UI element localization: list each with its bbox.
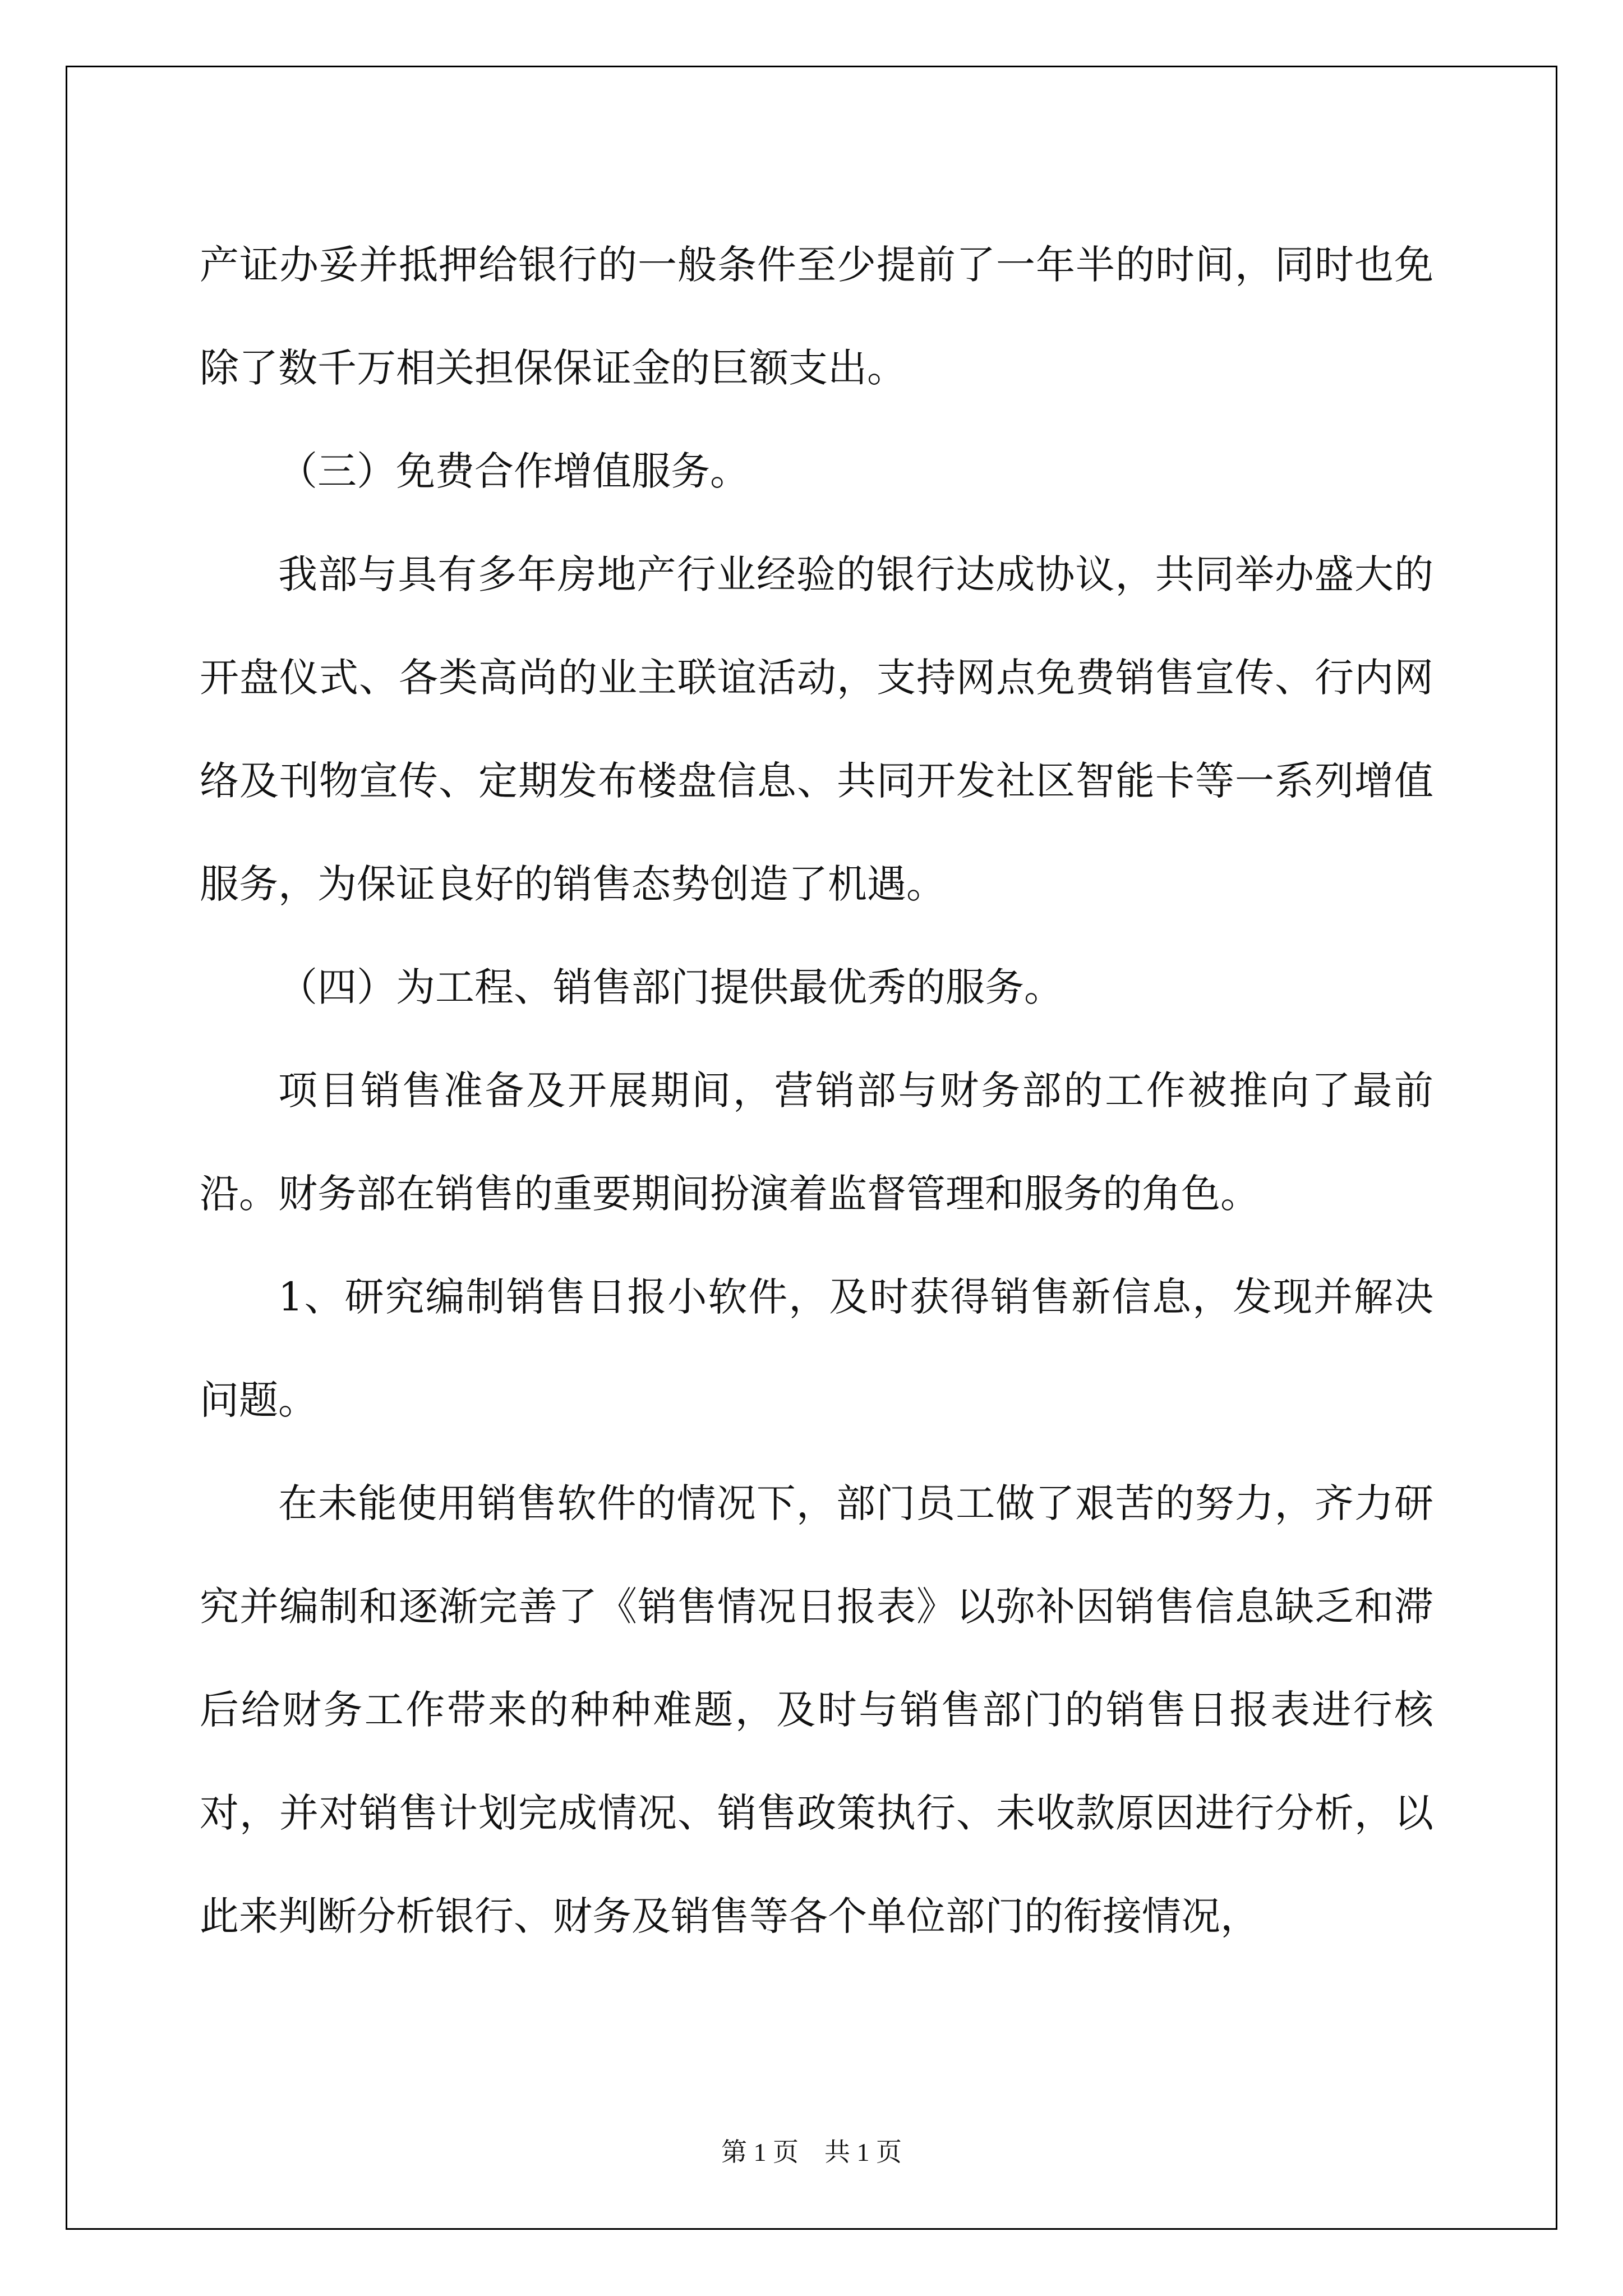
heading-section-4: （四）为工程、销售部门提供最优秀的服务。 (278, 964, 1063, 1010)
paragraph-3: 项目销售准备及开展期间，营销部与财务部的工作被推向了最前沿。财务部在销售的重要期间扮演着监督管理和服务的角色。 (200, 1068, 1433, 1217)
paragraph-5: 在未能使用销售软件的情况下，部门员工做了艰苦的努力，齐力研究并编制和逐渐完善了《销售情况日报表》以弥补因销售信息缺乏和滞后给财务工作带来的种种难题，及时与销售部门的销售日报表进行核对，并对销售计划完成情况、销售政策执行、未收款原因进行分析，以此来判断分析银行、财务及销售等各个单位部门的衔接情况， (200, 1480, 1433, 1939)
paragraph-2: 我部与具有多年房地产行业经验的银行达成协议，共同举办盛大的开盘仪式、各类高尚的业主联谊活动，支持网点免费销售宣传、行内网络及刊物宣传、定期发布楼盘信息、共同开发社区智能卡等一系列增值服务，为保证良好的销售态势创造了机遇。 (200, 551, 1433, 907)
paragraph-1: 产证办妥并抵押给银行的一般条件至少提前了一年半的时间，同时也免除了数千万相关担保保证金的巨额支出。 (200, 242, 1433, 391)
document-body (200, 213, 1433, 1968)
page-footer: 第 1 页 共 1 页 (721, 2138, 902, 2166)
paragraph-4: 1、研究编制销售日报小软件，及时获得销售新信息，发现并解决问题。 (200, 1274, 1433, 1423)
heading-section-3: （三）免费合作增值服务。 (278, 448, 749, 494)
